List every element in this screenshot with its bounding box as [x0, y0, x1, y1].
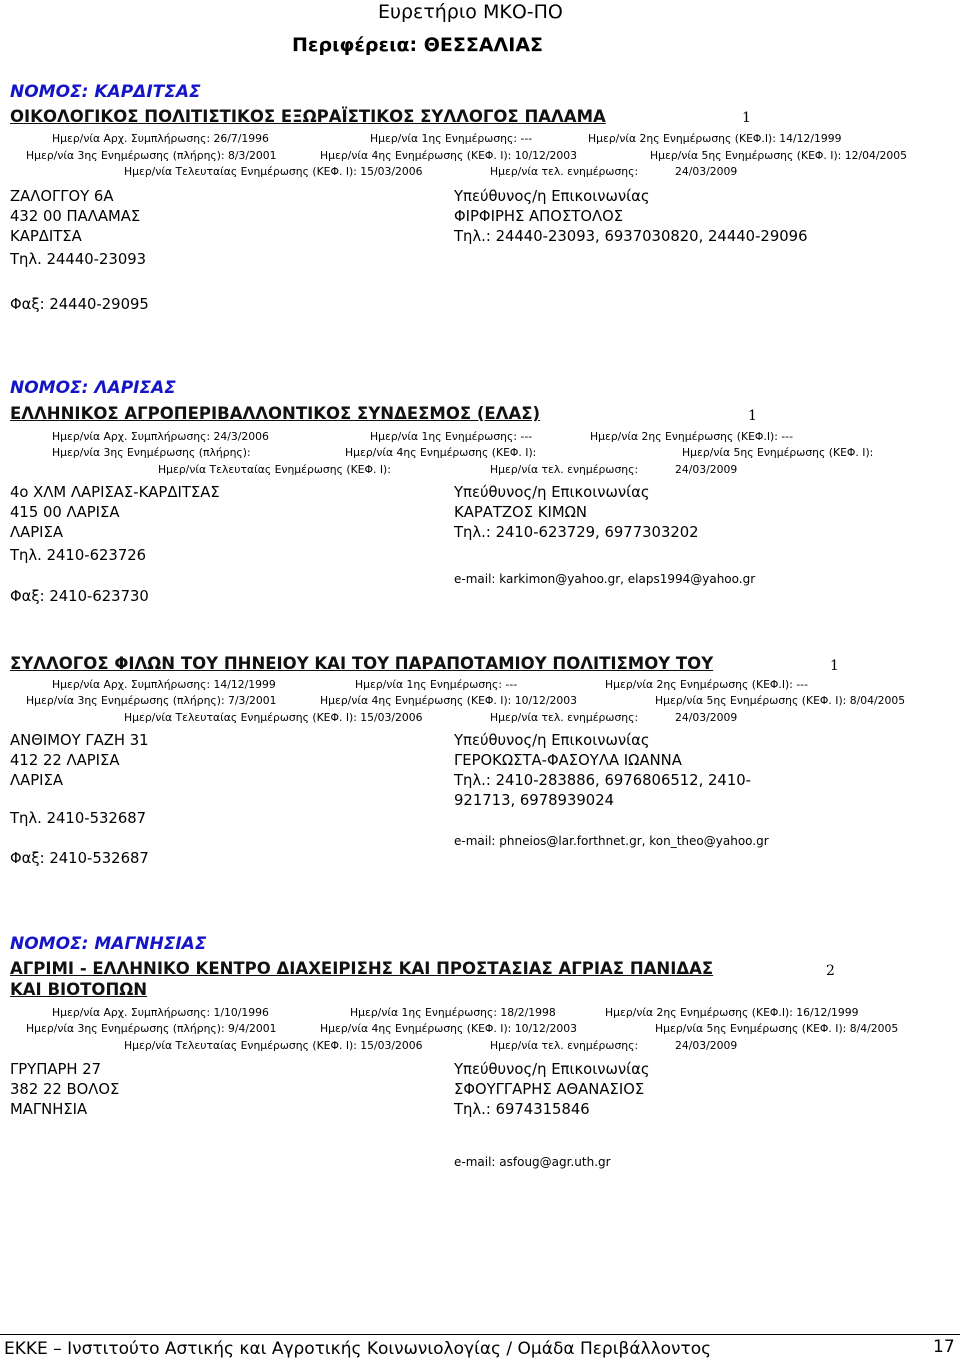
region-title: Περιφέρεια: ΘΕΣΣΑΛΙΑΣ	[292, 34, 544, 56]
footer-divider	[0, 1334, 960, 1335]
meta-field: Ημερ/νία 3ης Ενημέρωσης (πλήρης): 9/4/2001	[26, 1022, 277, 1035]
address-line: 4ο ΧΛΜ ΛΑΡΙΣΑΣ-ΚΑΡΔΙΤΣΑΣ	[10, 484, 220, 501]
address-line: ΛΑΡΙΣΑ	[10, 524, 64, 541]
meta-field: Ημερ/νία 2ης Ενημέρωσης (ΚΕΦ.Ι): 16/12/1999	[605, 1006, 859, 1019]
meta-field: Ημερ/νία 5ης Ενημέρωσης (ΚΕΦ. Ι): 8/4/2005	[655, 1022, 899, 1035]
contact-name: ΚΑΡΑΤΖΟΣ ΚΙΜΩΝ	[454, 504, 587, 521]
contact-name: ΓΕΡΟΚΩΣΤΑ-ΦΑΣΟΥΛΑ ΙΩΑΝΝΑ	[454, 752, 682, 769]
footer-text: ΕΚΚΕ – Ινστιτούτο Αστικής και Αγροτικής Κοινωνιολογίας / Ομάδα Περιβάλλοντος	[4, 1339, 712, 1359]
section-nomos-magnisia: ΝΟΜΟΣ: ΜΑΓΝΗΣΙΑΣ	[10, 934, 207, 954]
section-nomos-karditsa: ΝΟΜΟΣ: ΚΑΡΔΙΤΣΑΣ	[10, 82, 201, 102]
contact-label: Υπεύθυνος/η Επικοινωνίας	[454, 484, 650, 501]
meta-field: Ημερ/νία 1ης Ενημέρωσης: ---	[370, 132, 533, 145]
fax: Φαξ: 2410-532687	[10, 850, 149, 867]
org-number: 1	[830, 658, 839, 674]
meta-field: Ημερ/νία Αρχ. Συμπλήρωσης: 1/10/1996	[52, 1006, 269, 1019]
meta-field: Ημερ/νία τελ. ενημέρωσης:	[490, 463, 639, 476]
phone: Τηλ. 2410-623726	[10, 547, 147, 564]
address-line: ΑΝΘΙΜΟΥ ΓΑΖΗ 31	[10, 732, 149, 749]
meta-field: Ημερ/νία Τελευταίας Ενημέρωσης (ΚΕΦ. Ι):	[158, 463, 391, 476]
fax: Φαξ: 24440-29095	[10, 296, 149, 313]
meta-field: Ημερ/νία 2ης Ενημέρωσης (ΚΕΦ.Ι): ---	[605, 678, 808, 691]
meta-field: Ημερ/νία Αρχ. Συμπλήρωσης: 26/7/1996	[52, 132, 269, 145]
meta-field: Ημερ/νία τελ. ενημέρωσης:	[490, 1039, 639, 1052]
fax: Φαξ: 2410-623730	[10, 588, 149, 605]
org-title: ΚΑΙ ΒΙΟΤΟΠΩΝ	[10, 980, 148, 999]
org-number: 1	[742, 110, 751, 126]
contact-name: ΦΙΡΦΙΡΗΣ ΑΠΟΣΤΟΛΟΣ	[454, 208, 624, 225]
meta-field: Ημερ/νία τελ. ενημέρωσης:	[490, 711, 639, 724]
address-line: ΓΡΥΠΑΡΗ 27	[10, 1061, 102, 1078]
address-line: 415 00 ΛΑΡΙΣΑ	[10, 504, 120, 521]
meta-field: Ημερ/νία Αρχ. Συμπλήρωσης: 14/12/1999	[52, 678, 276, 691]
contact-name: ΣΦΟΥΓΓΑΡΗΣ ΑΘΑΝΑΣΙΟΣ	[454, 1081, 645, 1098]
contact-label: Υπεύθυνος/η Επικοινωνίας	[454, 732, 650, 749]
page-number: 17	[933, 1337, 955, 1357]
address-line: 432 00 ΠΑΛΑΜΑΣ	[10, 208, 141, 225]
meta-field: Ημερ/νία Αρχ. Συμπλήρωσης: 24/3/2006	[52, 430, 269, 443]
meta-field: Ημερ/νία 4ης Ενημέρωσης (ΚΕΦ. Ι):	[345, 446, 537, 459]
contact-phone: Τηλ.: 6974315846	[454, 1101, 590, 1118]
address-line: ΚΑΡΔΙΤΣΑ	[10, 228, 82, 245]
meta-field: Ημερ/νία Τελευταίας Ενημέρωσης (ΚΕΦ. Ι): 15/03/2006	[124, 711, 423, 724]
meta-field: Ημερ/νία 4ης Ενημέρωσης (ΚΕΦ. Ι): 10/12/2003	[320, 694, 577, 707]
meta-field: Ημερ/νία 1ης Ενημέρωσης: 18/2/1998	[350, 1006, 556, 1019]
meta-field: Ημερ/νία 3ης Ενημέρωσης (πλήρης):	[52, 446, 251, 459]
meta-field: 24/03/2009	[675, 463, 738, 476]
phone: Τηλ. 24440-23093	[10, 251, 147, 268]
meta-field: Ημερ/νία Τελευταίας Ενημέρωσης (ΚΕΦ. Ι): 15/03/2006	[124, 165, 423, 178]
meta-field: Ημερ/νία 3ης Ενημέρωσης (πλήρης): 8/3/2001	[26, 149, 277, 162]
meta-field: Ημερ/νία 4ης Ενημέρωσης (ΚΕΦ. Ι): 10/12/2003	[320, 1022, 577, 1035]
meta-field: Ημερ/νία 5ης Ενημέρωσης (ΚΕΦ. Ι): 8/04/2005	[655, 694, 906, 707]
meta-field: Ημερ/νία 1ης Ενημέρωσης: ---	[355, 678, 518, 691]
address-line: ΖΑΛΟΓΓΟΥ 6Α	[10, 188, 114, 205]
contact-phone: Τηλ.: 2410-623729, 6977303202	[454, 524, 699, 541]
org-number: 1	[748, 408, 757, 424]
meta-field: Ημερ/νία τελ. ενημέρωσης:	[490, 165, 639, 178]
meta-field: Ημερ/νία 3ης Ενημέρωσης (πλήρης): 7/3/2001	[26, 694, 277, 707]
org-title: ΑΓΡΙΜΙ - ΕΛΛΗΝΙΚΟ ΚΕΝΤΡΟ ΔΙΑΧΕΙΡΙΣΗΣ ΚΑΙ ΠΡΟΣΤΑΣΙΑΣ ΑΓΡΙΑΣ ΠΑΝΙΔΑΣ	[10, 959, 714, 978]
contact-phone: Τηλ.: 24440-23093, 6937030820, 24440-29096	[454, 228, 808, 245]
org-title: ΕΛΛΗΝΙΚΟΣ ΑΓΡΟΠΕΡΙΒΑΛΛΟΝΤΙΚΟΣ ΣΥΝΔΕΣΜΟΣ (ΕΛΑΣ)	[10, 404, 541, 423]
document-header-title: Ευρετήριο ΜΚΟ-ΠΟ	[378, 1, 563, 23]
org-title: ΣΥΛΛΟΓΟΣ ΦΙΛΩΝ ΤΟΥ ΠΗΝΕΙΟΥ ΚΑΙ ΤΟΥ ΠΑΡΑΠΟΤΑΜΙΟΥ ΠΟΛΙΤΙΣΜΟΥ ΤΟΥ	[10, 654, 714, 673]
contact-label: Υπεύθυνος/η Επικοινωνίας	[454, 188, 650, 205]
email: e-mail: karkimon@yahoo.gr, elaps1994@yahoo.gr	[454, 572, 756, 586]
meta-field: Ημερ/νία 5ης Ενημέρωσης (ΚΕΦ. Ι): 12/04/2005	[650, 149, 907, 162]
address-line: ΛΑΡΙΣΑ	[10, 772, 64, 789]
address-line: ΜΑΓΝΗΣΙΑ	[10, 1101, 88, 1118]
meta-field: 24/03/2009	[675, 1039, 738, 1052]
address-line: 412 22 ΛΑΡΙΣΑ	[10, 752, 120, 769]
meta-field: 24/03/2009	[675, 165, 738, 178]
meta-field: Ημερ/νία Τελευταίας Ενημέρωσης (ΚΕΦ. Ι): 15/03/2006	[124, 1039, 423, 1052]
email: e-mail: asfoug@agr.uth.gr	[454, 1155, 611, 1169]
contact-label: Υπεύθυνος/η Επικοινωνίας	[454, 1061, 650, 1078]
meta-field: Ημερ/νία 2ης Ενημέρωσης (ΚΕΦ.Ι): ---	[590, 430, 793, 443]
contact-phone: Τηλ.: 2410-283886, 6976806512, 2410-	[454, 772, 751, 789]
phone: Τηλ. 2410-532687	[10, 810, 147, 827]
contact-phone: 921713, 6978939024	[454, 792, 615, 809]
meta-field: 24/03/2009	[675, 711, 738, 724]
email: e-mail: phneios@lar.forthnet.gr, kon_theo@yahoo.gr	[454, 834, 769, 848]
meta-field: Ημερ/νία 2ης Ενημέρωσης (ΚΕΦ.Ι): 14/12/1999	[588, 132, 842, 145]
meta-field: Ημερ/νία 4ης Ενημέρωσης (ΚΕΦ. Ι): 10/12/2003	[320, 149, 577, 162]
section-nomos-larisa: ΝΟΜΟΣ: ΛΑΡΙΣΑΣ	[10, 378, 176, 398]
org-number: 2	[826, 963, 835, 979]
address-line: 382 22 ΒΟΛΟΣ	[10, 1081, 120, 1098]
org-title: ΟΙΚΟΛΟΓΙΚΟΣ ΠΟΛΙΤΙΣΤΙΚΟΣ ΕΞΩΡΑΪΣΤΙΚΟΣ ΣΥΛΛΟΓΟΣ ΠΑΛΑΜΑ	[10, 107, 606, 126]
meta-field: Ημερ/νία 5ης Ενημέρωσης (ΚΕΦ. Ι):	[682, 446, 874, 459]
meta-field: Ημερ/νία 1ης Ενημέρωσης: ---	[370, 430, 533, 443]
